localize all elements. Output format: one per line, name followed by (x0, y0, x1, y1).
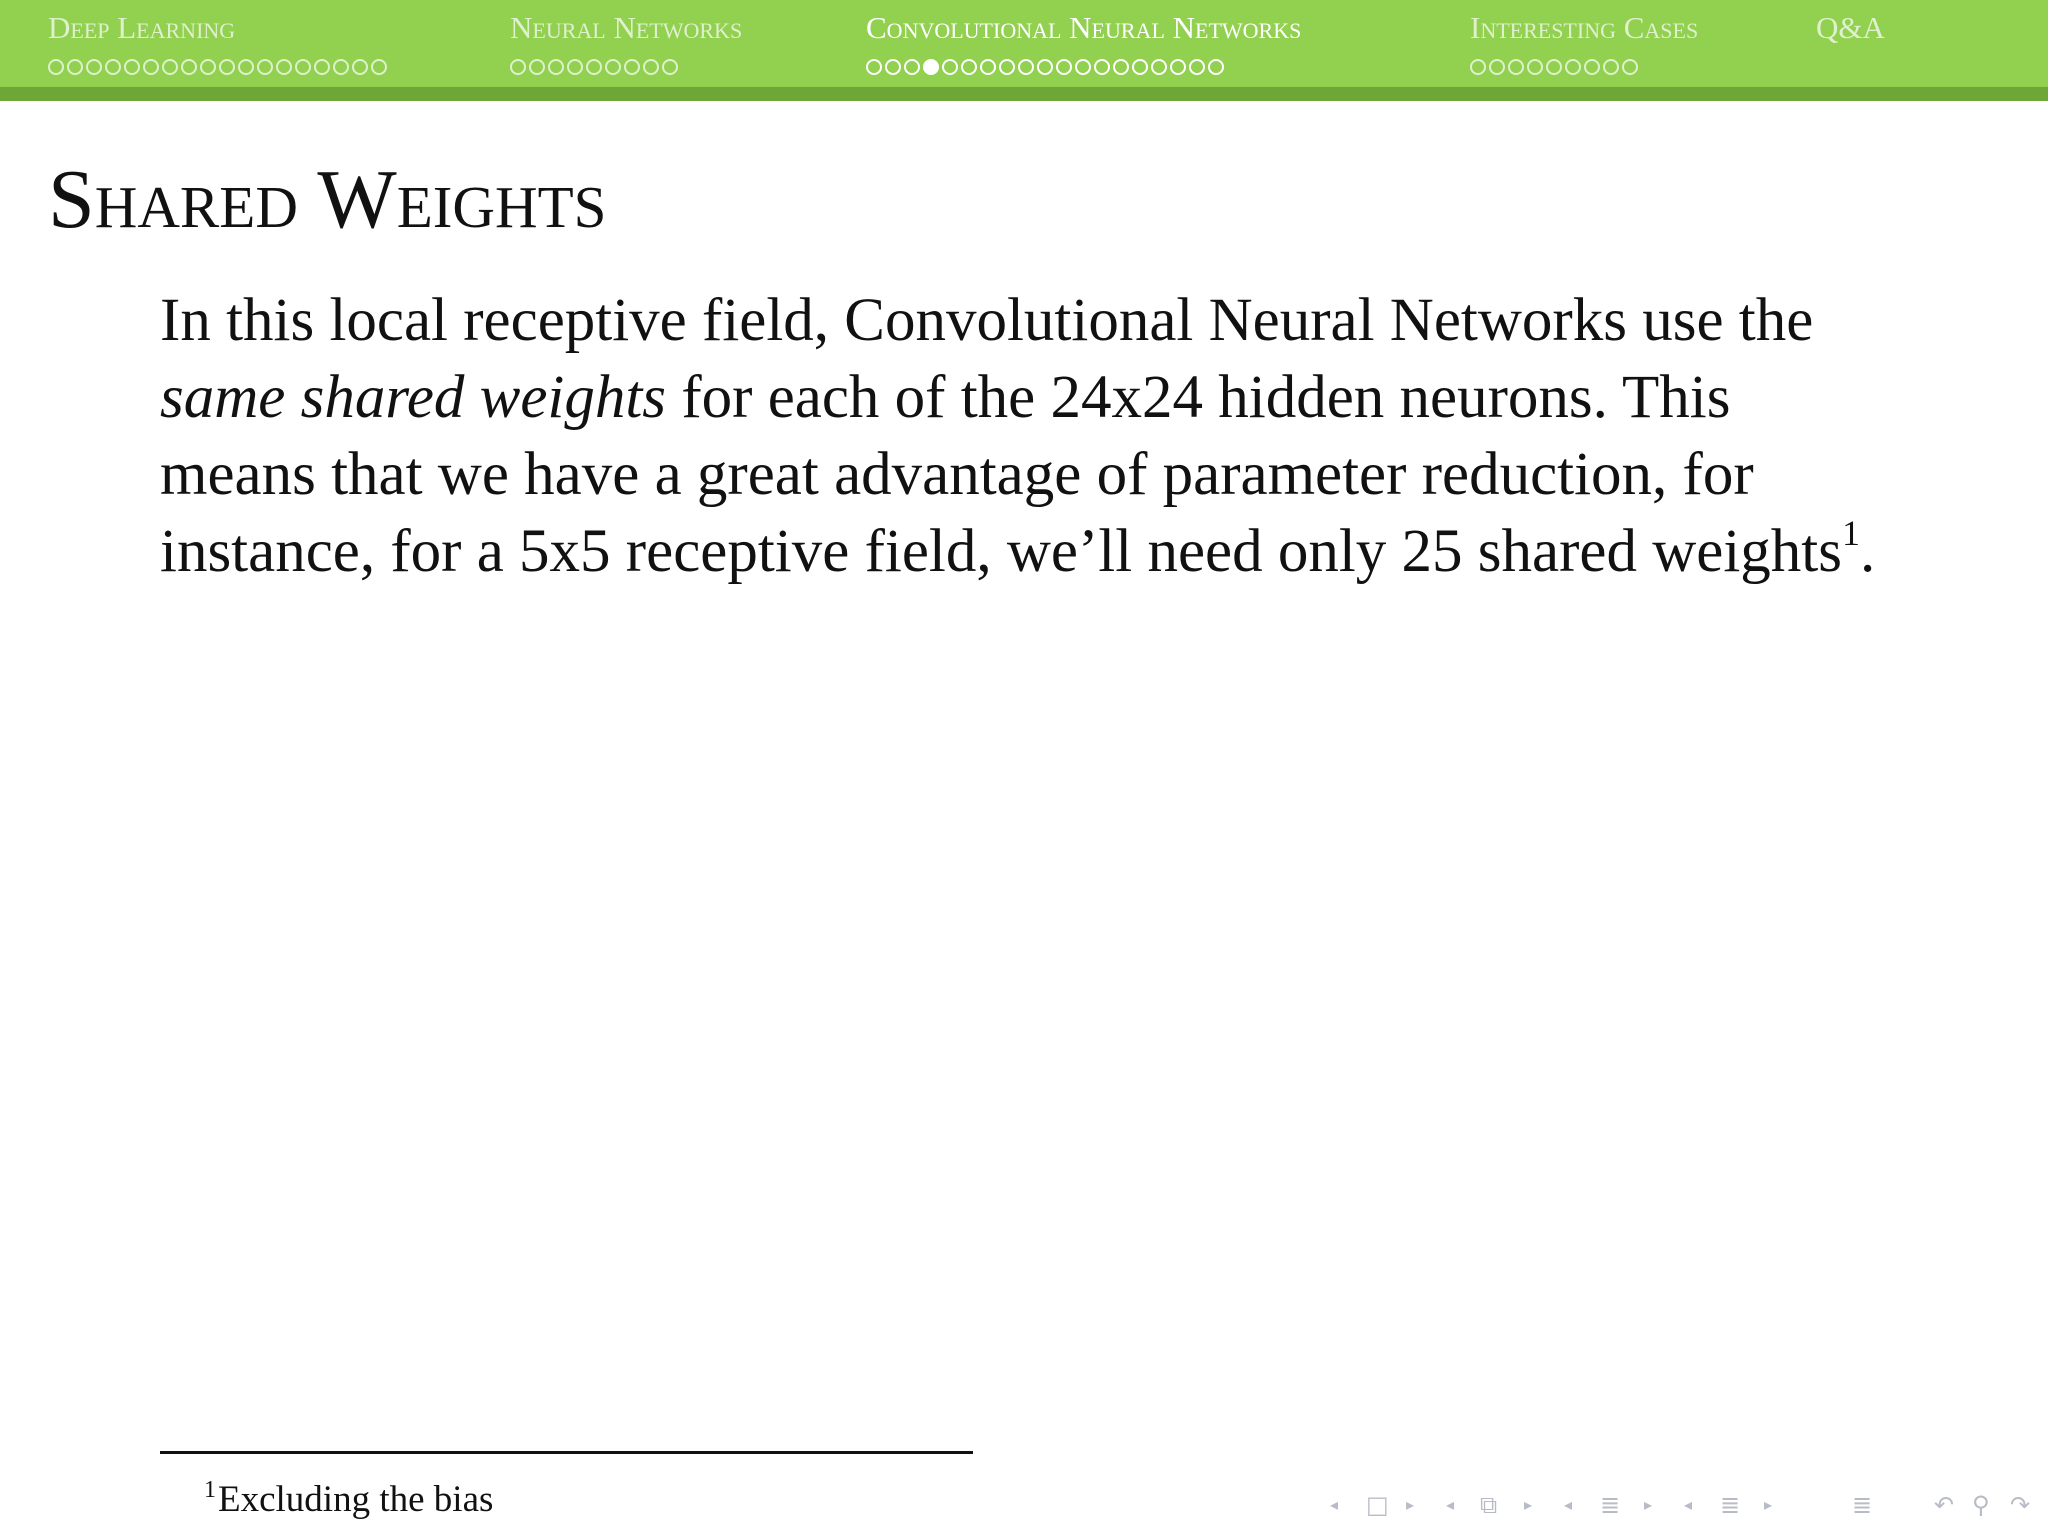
nav-slide-dot[interactable] (276, 59, 292, 75)
nav-slide-dot[interactable] (257, 59, 273, 75)
nav-slide-dot[interactable] (1189, 59, 1205, 75)
nav-slide-dot[interactable] (548, 59, 564, 75)
nav-slide-dot[interactable] (1489, 59, 1505, 75)
nav-slide-dot[interactable] (643, 59, 659, 75)
nav-slide-dot[interactable] (219, 59, 235, 75)
next-frame-icon[interactable]: ▸ (1524, 1495, 1533, 1514)
header-navigation-bar (0, 0, 2048, 87)
frame-title: Shared Weights (48, 153, 607, 246)
nav-slide-dot[interactable] (567, 59, 583, 75)
next-section-icon[interactable]: ▸ (1764, 1495, 1773, 1514)
nav-section-title[interactable]: Deep Learning (48, 10, 236, 45)
footnote (204, 1478, 493, 1522)
nav-slide-dot[interactable] (1546, 59, 1562, 75)
nav-slide-dot[interactable] (624, 59, 640, 75)
nav-slide-dot[interactable] (942, 59, 958, 75)
nav-slide-dot[interactable] (1075, 59, 1091, 75)
frame-icon[interactable]: ⧉ (1480, 1491, 1498, 1519)
nav-slide-dot[interactable] (181, 59, 197, 75)
prev-slide-icon[interactable]: ◂ (1330, 1495, 1339, 1514)
nav-slide-dots (48, 57, 387, 77)
nav-slide-dot[interactable] (86, 59, 102, 75)
nav-slide-dot[interactable] (1584, 59, 1600, 75)
nav-slide-dot[interactable] (371, 59, 387, 75)
body-emphasis: same shared weights (160, 364, 667, 431)
nav-slide-dot[interactable] (1470, 59, 1486, 75)
nav-slide-dot[interactable] (904, 59, 920, 75)
nav-slide-dots (1470, 57, 1698, 77)
prev-subsection-icon[interactable]: ◂ (1564, 1495, 1573, 1514)
next-slide-icon[interactable]: ▸ (1406, 1495, 1415, 1514)
nav-slide-dot[interactable] (980, 59, 996, 75)
nav-slide-dot[interactable] (1565, 59, 1581, 75)
slide-icon[interactable]: □ (1366, 1491, 1389, 1519)
nav-slide-dot[interactable] (333, 59, 349, 75)
back-icon[interactable]: ↶ (1934, 1491, 1955, 1519)
nav-slide-dot[interactable] (1056, 59, 1072, 75)
nav-slide-dot[interactable] (162, 59, 178, 75)
nav-section-neural-networks[interactable] (510, 10, 742, 80)
next-subsection-icon[interactable]: ▸ (1644, 1495, 1653, 1514)
nav-section-title[interactable]: Convolutional Neural Networks (866, 10, 1302, 45)
body-paragraph (160, 282, 1900, 590)
nav-slide-dots (866, 57, 1301, 77)
subsection-icon[interactable]: ≣ (1600, 1491, 1621, 1519)
nav-slide-dot[interactable] (529, 59, 545, 75)
footnote-mark: 1 (204, 1477, 216, 1503)
nav-slide-dot[interactable] (1527, 59, 1543, 75)
nav-slide-dot[interactable] (1151, 59, 1167, 75)
footnote-text: Excluding the bias (218, 1479, 494, 1520)
nav-slide-dot[interactable] (124, 59, 140, 75)
footnote-rule (160, 1451, 973, 1454)
nav-slide-dot[interactable] (48, 59, 64, 75)
nav-slide-dot[interactable] (961, 59, 977, 75)
nav-section-deep-learning[interactable] (48, 10, 387, 80)
prev-frame-icon[interactable]: ◂ (1446, 1495, 1455, 1514)
nav-section-interesting-cases[interactable] (1470, 10, 1698, 80)
nav-slide-dot[interactable] (1094, 59, 1110, 75)
nav-slide-dot[interactable] (1622, 59, 1638, 75)
nav-slide-dot[interactable] (662, 59, 678, 75)
nav-slide-dot[interactable] (1018, 59, 1034, 75)
nav-slide-dot[interactable] (885, 59, 901, 75)
nav-slide-dot[interactable] (1113, 59, 1129, 75)
nav-slide-dot[interactable] (352, 59, 368, 75)
body-text-end: . (1860, 518, 1876, 585)
nav-slide-dot[interactable] (510, 59, 526, 75)
section-icon[interactable]: ≣ (1720, 1491, 1741, 1519)
nav-section-title[interactable]: Neural Networks (510, 10, 743, 45)
nav-slide-dot[interactable] (1170, 59, 1186, 75)
nav-slide-dot[interactable] (999, 59, 1015, 75)
header-divider-strip (0, 87, 2048, 101)
nav-slide-dots (510, 57, 742, 77)
nav-slide-dot[interactable] (314, 59, 330, 75)
nav-section-qa[interactable] (1816, 10, 1885, 80)
body-text-start: In this local receptive field, Convolutional Neural Networks use the (160, 287, 1814, 354)
nav-section-title[interactable]: Interesting Cases (1470, 10, 1699, 45)
nav-slide-dot[interactable] (295, 59, 311, 75)
nav-slide-dot[interactable] (866, 59, 882, 75)
footnote-reference[interactable]: 1 (1842, 513, 1860, 553)
nav-slide-dot[interactable] (923, 59, 939, 75)
nav-slide-dot[interactable] (1132, 59, 1148, 75)
nav-slide-dots (1816, 57, 1885, 77)
document-icon[interactable]: ≣ (1852, 1491, 1873, 1519)
nav-slide-dot[interactable] (105, 59, 121, 75)
search-icon[interactable]: ⚲ (1972, 1491, 1990, 1519)
nav-slide-dot[interactable] (200, 59, 216, 75)
nav-section-convolutional-neural-networks[interactable] (866, 10, 1301, 80)
nav-slide-dot[interactable] (605, 59, 621, 75)
nav-slide-dot[interactable] (586, 59, 602, 75)
nav-slide-dot[interactable] (1508, 59, 1524, 75)
nav-slide-dot[interactable] (143, 59, 159, 75)
nav-slide-dot[interactable] (1208, 59, 1224, 75)
nav-slide-dot[interactable] (1037, 59, 1053, 75)
nav-slide-dot[interactable] (67, 59, 83, 75)
nav-section-title[interactable]: Q&A (1816, 10, 1885, 45)
nav-slide-dot[interactable] (1603, 59, 1619, 75)
body-text-rest: for each of the 24x24 hidden neurons. This means that we have a great advantage of parameter reduction, for instance, for a 5x5 receptive field, we’ll need only 25 shared weights (160, 364, 1842, 585)
forward-icon[interactable]: ↷ (2010, 1491, 2031, 1519)
beamer-navigation-symbols (1330, 1488, 2036, 1522)
prev-section-icon[interactable]: ◂ (1684, 1495, 1693, 1514)
nav-slide-dot[interactable] (238, 59, 254, 75)
